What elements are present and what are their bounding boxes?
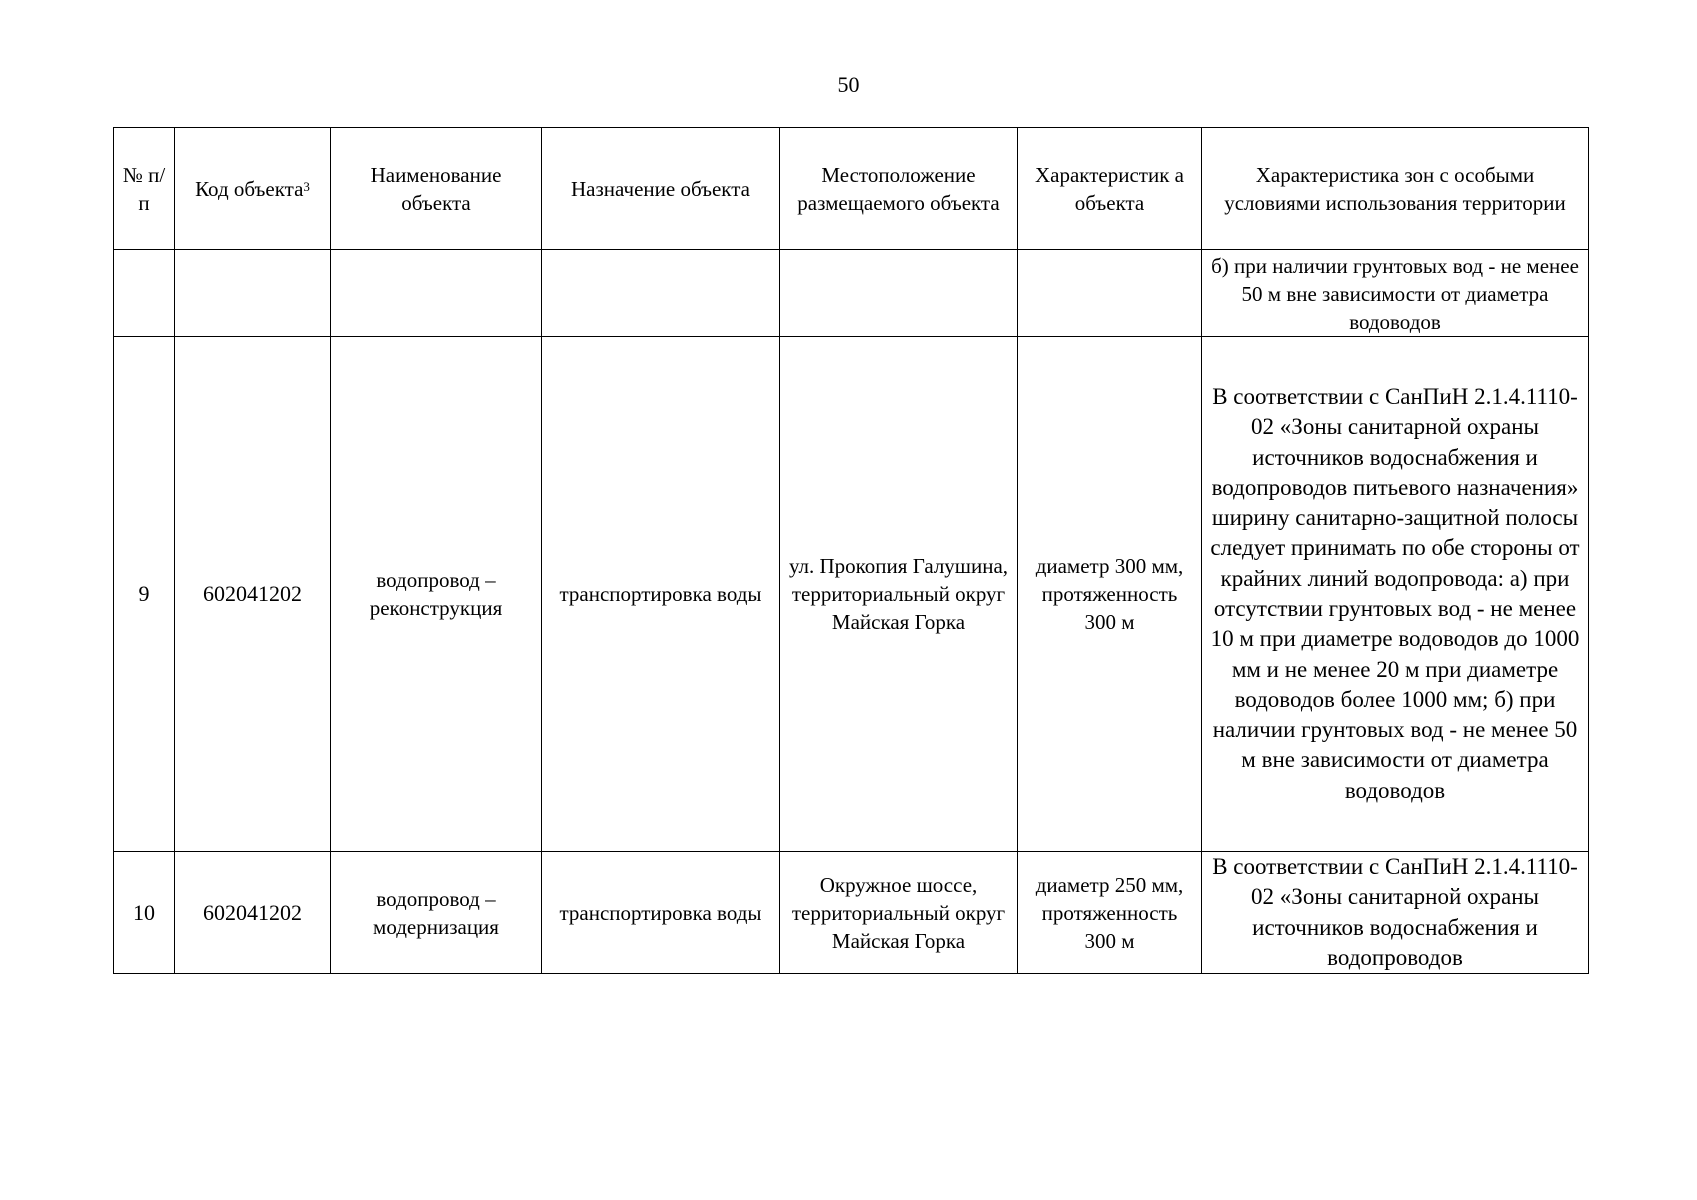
cell-location	[780, 250, 1018, 337]
footnote-mark: 3	[303, 178, 310, 194]
header-num: № п/п	[114, 128, 175, 250]
cell-location: Окружное шоссе, территориальный округ Майская Горка	[780, 852, 1018, 974]
cell-characteristic	[1018, 250, 1202, 337]
header-zones: Характеристика зон с особыми условиями использования территории	[1202, 128, 1589, 250]
cell-name: водопровод – модернизация	[331, 852, 542, 974]
header-code	[175, 128, 331, 250]
cell-name: водопровод – реконструкция	[331, 337, 542, 852]
table-row	[114, 337, 1589, 852]
table-row	[114, 852, 1589, 974]
header-code-label: Код объекта	[195, 176, 304, 201]
header-location: Местоположение размещаемого объекта	[780, 128, 1018, 250]
cell-num: 10	[114, 852, 175, 974]
header-row	[114, 128, 1589, 250]
page-number: 50	[837, 72, 860, 97]
objects-table	[113, 127, 1589, 974]
cell-purpose: транспортировка воды	[542, 852, 780, 974]
header-name: Наименование объекта	[331, 128, 542, 250]
cell-characteristic: диаметр 300 мм, протяженность 300 м	[1018, 337, 1202, 852]
header-purpose: Назначение объекта	[542, 128, 780, 250]
cell-purpose: транспортировка воды	[542, 337, 780, 852]
cell-name	[331, 250, 542, 337]
cell-code	[175, 250, 331, 337]
cell-location: ул. Прокопия Галушина, территориальный округ Майская Горка	[780, 337, 1018, 852]
cell-zones: б) при наличии грунтовых вод - не менее 50 м вне зависимости от диаметра водоводов	[1202, 250, 1589, 337]
cell-num	[114, 250, 175, 337]
cell-num: 9	[114, 337, 175, 852]
cell-zones: В соответствии с СанПиН 2.1.4.1110-02 «Зоны санитарной охраны источников водоснабжения и водопроводов	[1202, 852, 1589, 974]
header-characteristic: Характеристик а объекта	[1018, 128, 1202, 250]
cell-code: 602041202	[175, 852, 331, 974]
cell-zones: В соответствии с СанПиН 2.1.4.1110-02 «Зоны санитарной охраны источников водоснабжения и водопроводов питьевого назначения» ширину санитарно-защитной полосы следует принимать по обе стороны от крайних линий водопровода: а) при отсутствии грунтовых вод - не менее 10 м при диаметре водоводов до 1000 мм и не менее 20 м при диаметре водоводов более 1000 мм; б) при наличии грунтовых вод - не менее 50 м вне зависимости от диаметра водоводов	[1202, 337, 1589, 852]
table-row	[114, 250, 1589, 337]
cell-code: 602041202	[175, 337, 331, 852]
cell-purpose	[542, 250, 780, 337]
cell-characteristic: диаметр 250 мм, протяженность 300 м	[1018, 852, 1202, 974]
